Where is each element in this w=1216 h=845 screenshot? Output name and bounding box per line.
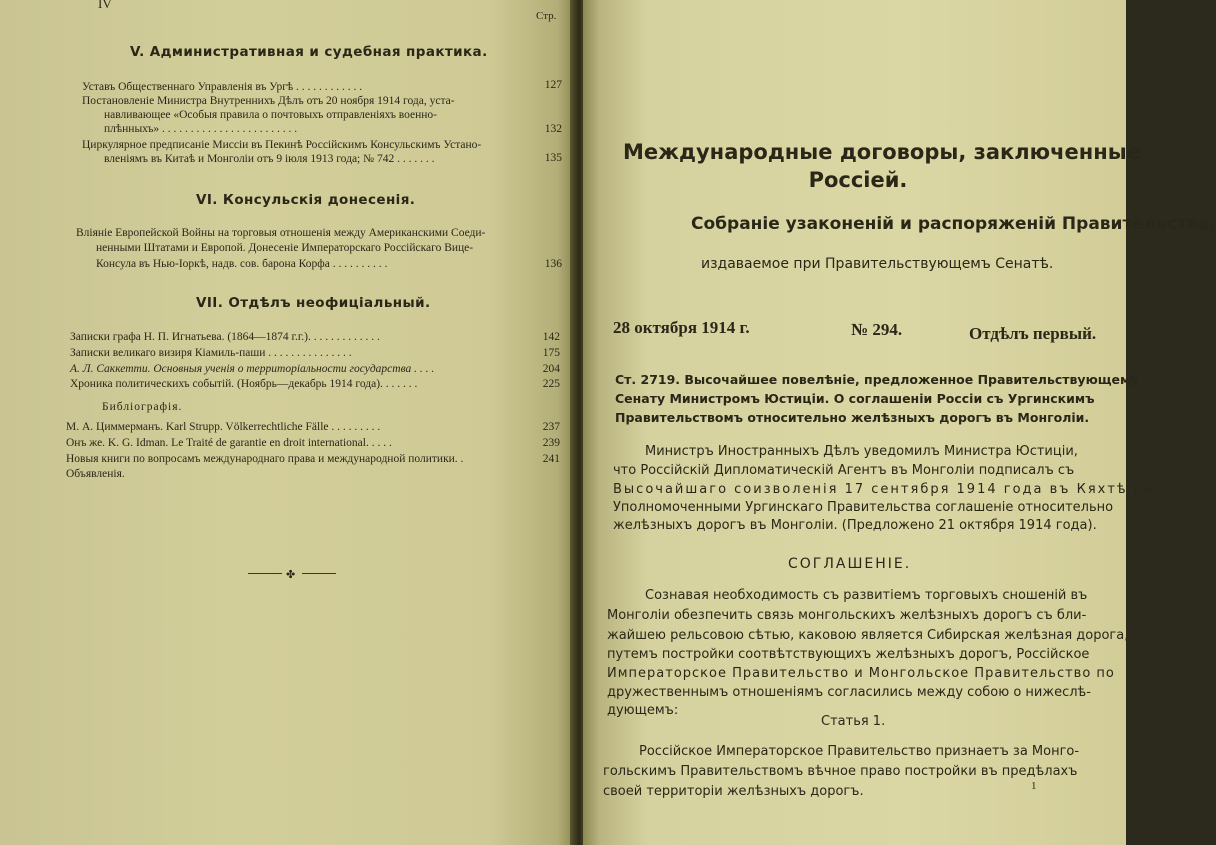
agreement-line: дующемъ: — [607, 703, 679, 718]
bibliography-label: Библіографія. — [102, 401, 183, 413]
toc-entry-page: 241 — [542, 453, 560, 465]
publisher-line: издаваемое при Правительствующемъ Сенатѣ. — [701, 256, 1054, 272]
page-number-right: 1 — [1031, 780, 1037, 792]
agreement-line: жайшею рельсовою сѣтью, каковою является Сибирская желѣзная дорога, — [607, 628, 1129, 643]
toc-entry-line: плѣнныхъ» . . . . . . . . . . . . . . . . . . . . . . . . — [104, 123, 298, 135]
toc-entry-line: Хроника политическихъ событій. (Ноябрь—декабрь 1914 года). . . . . . . — [70, 378, 418, 390]
toc-entry-line: Циркулярное предписаніе Миссіи въ Пекинѣ Россійскимъ Консульскимъ Устано- — [82, 139, 482, 151]
article1-title: Статья 1. — [821, 714, 886, 729]
agreement-line: Монголіи обезпечить связь монгольскихъ желѣзныхъ дорогъ съ бли- — [607, 608, 1087, 623]
toc-entry-line: Записки великаго визиря Кіамиль-паши . . . . . . . . . . . . . . . — [70, 347, 352, 359]
toc-entry-line: Записки графа Н. П. Игнатьева. (1864—1874 г.г.). . . . . . . . . . . . . — [70, 331, 380, 343]
toc-entry-page: 142 — [542, 331, 560, 343]
toc-entry-line: А. Л. Саккетти. Основныя ученія о территоріальности государства . . . . — [70, 363, 435, 375]
toc-entry-page: 175 — [542, 347, 560, 359]
toc-entry-page: 127 — [544, 79, 562, 91]
section-title-vi: VI. Консульскія донесенія. — [196, 192, 416, 208]
toc-entry-line: Онъ же. K. G. Idman. Le Traité de garantie en droit international. . . . . — [66, 437, 392, 449]
section-title-v: V. Административная и судебная практика. — [130, 44, 488, 60]
intro-line: Высочайшаго соизволенія 17 сентября 1914 года въ Кяхтѣ съ — [613, 482, 1155, 497]
toc-entry-line: навливающее «Особыя правила о почтовыхъ отправленіяхъ военно- — [104, 109, 437, 121]
agreement-title: СОГЛАШЕНІЕ. — [788, 556, 912, 572]
intro-line: желѣзныхъ дорогъ въ Монголіи. (Предложено 21 октября 1914 года). — [613, 518, 1097, 533]
toc-entry-page: 135 — [544, 152, 562, 164]
section-title-vii: VII. Отдѣлъ неофиціальный. — [196, 295, 431, 311]
intro-line: Министръ Иностранныхъ Дѣлъ уведомилъ Министра Юстиціи, — [645, 444, 1078, 459]
toc-entry-page: 136 — [544, 258, 562, 270]
toc-entry-page: 204 — [542, 363, 560, 375]
article-head-line: Сенату Министромъ Юстиціи. О соглашеніи Россіи съ Ургинскимъ — [615, 391, 1095, 406]
toc-entry-line: Консула въ Нью-Іоркѣ, надв. сов. барона Корфа . . . . . . . . . . — [96, 258, 388, 270]
toc-entry-line: Уставъ Общественнаго Управленія въ Ургѣ . . . . . . . . . . . . — [82, 81, 363, 93]
toc-entry-line: Постановленіе Министра Внутреннихъ Дѣлъ отъ 20 ноября 1914 года, уста- — [82, 95, 455, 107]
toc-entry-line: Вліяніе Европейской Войны на торговыя отношенія между Американскими Соеди- — [76, 227, 486, 239]
doc-title-line1: Международные договоры, заключенные — [623, 140, 1141, 164]
department: Отдѣлъ первый. — [969, 324, 1097, 343]
intro-line: Уполномоченными Ургинскаго Правительства соглашеніе относительно — [613, 500, 1114, 515]
toc-entry-line: Объявленія. — [66, 468, 125, 480]
toc-entry-line: Новыя книги по вопросамъ международнаго права и международной политики. . — [66, 453, 464, 465]
left-page — [0, 0, 575, 845]
agreement-line: Сознавая необходимость съ развитіемъ торговыхъ сношеній въ — [645, 588, 1088, 603]
doc-title-line2: Россіей. — [808, 168, 908, 192]
issue-number: № 294. — [851, 320, 903, 339]
doc-subtitle: Собраніе узаконеній и распоряженій Правительства, — [691, 214, 1216, 234]
agreement-line: Императорское Правительство и Монгольское Правительство по — [607, 666, 1115, 681]
page-number-left: IV — [98, 0, 112, 11]
article-head-line: Правительствомъ относительно желѣзныхъ дорогъ въ Монголіи. — [615, 410, 1090, 425]
issue-date: 28 октября 1914 г. — [613, 318, 750, 337]
agreement-line: путемъ постройки соотвѣтствующихъ желѣзныхъ дорогъ, Россійское — [607, 647, 1090, 662]
str-label: Стр. — [536, 10, 557, 22]
article1-line: гольскимъ Правительствомъ вѣчное право постройки въ предѣлахъ — [603, 764, 1078, 779]
intro-line: что Россійскій Дипломатическій Агентъ въ Монголіи подписалъ съ — [613, 463, 1075, 478]
article1-line: Россійское Императорское Правительство признаетъ за Монго- — [639, 744, 1080, 759]
toc-entry-page: 225 — [542, 378, 560, 390]
toc-entry-page: 237 — [542, 421, 560, 433]
toc-entry-line: М. А. Циммерманъ. Karl Strupp. Völkerrechtliche Fälle . . . . . . . . . — [66, 421, 381, 433]
toc-entry-page: 132 — [544, 123, 562, 135]
ornament-divider: ✤ — [248, 568, 338, 580]
right-page — [583, 0, 1216, 845]
article-head-line: Ст. 2719. Высочайшее повелѣніе, предложенное Правительствующему — [615, 372, 1139, 387]
toc-entry-line: ненными Штатами и Европой. Донесеніе Императорскаго Россійскаго Вице- — [96, 242, 474, 254]
article1-line: своей территоріи желѣзныхъ дорогъ. — [603, 784, 864, 799]
toc-entry-page: 239 — [542, 437, 560, 449]
toc-entry-line: вленіямъ въ Китаѣ и Монголіи отъ 9 іюля 1913 года; № 742 . . . . . . . — [104, 153, 435, 165]
agreement-line: дружественнымъ отношеніямъ согласились между собою о нижеслѣ- — [607, 685, 1091, 700]
